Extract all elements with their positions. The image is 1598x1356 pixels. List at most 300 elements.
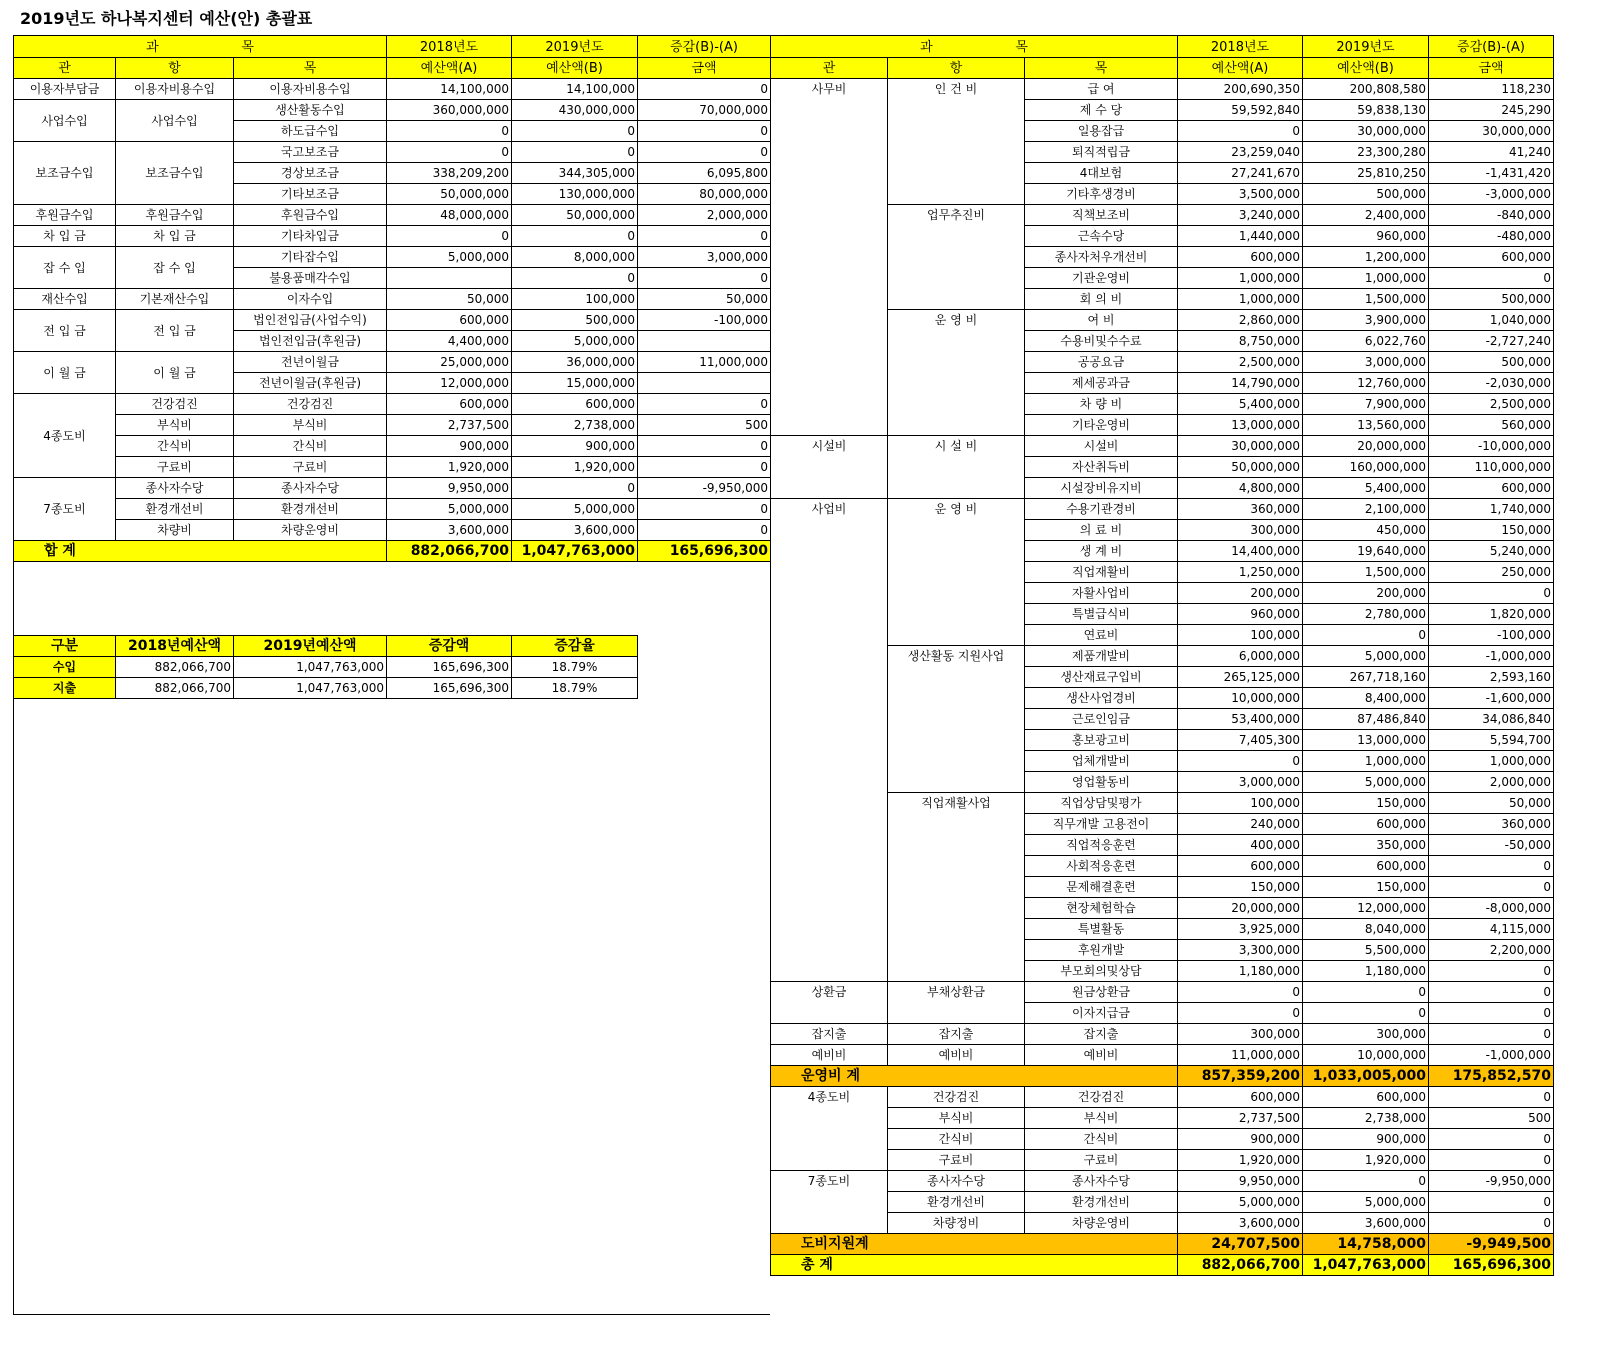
diff-cell: -100,000 <box>1429 625 1554 646</box>
gwan-cell: 후원금수입 <box>14 205 116 226</box>
gwan-cell: 사무비 <box>771 79 888 436</box>
y2019-sub-header: 예산액(B) <box>1303 58 1429 79</box>
y2019-header: 2019년도 <box>512 36 638 58</box>
diff-cell: 2,200,000 <box>1429 940 1554 961</box>
hang-cell: 종사자수당 <box>888 1171 1025 1192</box>
mok-cell: 하도급수입 <box>234 121 387 142</box>
diff-cell: -2,030,000 <box>1429 373 1554 394</box>
budget-2018-cell: 0 <box>1178 751 1303 772</box>
budget-2018-cell: 6,000,000 <box>1178 646 1303 667</box>
table-row <box>771 1024 1554 1045</box>
budget-2019-cell: 1,200,000 <box>1303 247 1429 268</box>
budget-2018-cell: 1,920,000 <box>1178 1150 1303 1171</box>
mok-cell: 근로인임금 <box>1025 709 1178 730</box>
gwan-cell: 이용자부담금 <box>14 79 116 100</box>
budget-2019-cell: 14,100,000 <box>512 79 638 100</box>
mok-cell: 기타보조금 <box>234 184 387 205</box>
diff-cell: 250,000 <box>1429 562 1554 583</box>
budget-2019-cell: 0 <box>512 226 638 247</box>
budget-2019-cell: 5,000,000 <box>512 331 638 352</box>
mok-cell: 종사자수당 <box>1025 1171 1178 1192</box>
gwan-cell: 차 입 금 <box>14 226 116 247</box>
gwan-cell: 사업비 <box>771 499 888 982</box>
budget-2018-cell: 100,000 <box>1178 625 1303 646</box>
budget-2018-cell: 4,400,000 <box>387 331 512 352</box>
budget-2018-cell: 2,737,500 <box>387 415 512 436</box>
table-row <box>14 457 771 478</box>
budget-2018-cell: 59,592,840 <box>1178 100 1303 121</box>
budget-2018-cell: 25,000,000 <box>387 352 512 373</box>
do-total-row-label: 도비지원계 <box>771 1234 1178 1255</box>
diff-cell: 50,000 <box>1429 793 1554 814</box>
table-row <box>771 499 1554 520</box>
gwan-cell: 상환금 <box>771 982 888 1024</box>
mok-cell: 특별활동 <box>1025 919 1178 940</box>
summary-row <box>14 678 638 699</box>
y2019-header: 2019년도 <box>1303 36 1429 58</box>
table-row <box>771 436 1554 457</box>
budget-2019-cell: 2,738,000 <box>512 415 638 436</box>
mok-cell: 기타후생경비 <box>1025 184 1178 205</box>
hang-cell: 기본재산수입 <box>116 289 234 310</box>
hang-cell: 부채상환금 <box>888 982 1025 1024</box>
table-row <box>14 205 771 226</box>
budget-2018-cell: 3,300,000 <box>1178 940 1303 961</box>
budget-2018-cell: 1,920,000 <box>387 457 512 478</box>
mok-cell: 일용잡급 <box>1025 121 1178 142</box>
budget-2019-cell: 7,900,000 <box>1303 394 1429 415</box>
diff-cell: 1,000,000 <box>1429 751 1554 772</box>
budget-2018-cell: 1,180,000 <box>1178 961 1303 982</box>
y2018-header: 2018년도 <box>387 36 512 58</box>
summary-diff-cell: 165,696,300 <box>387 678 512 699</box>
mok-cell: 종사자수당 <box>234 478 387 499</box>
diff-cell: 0 <box>638 499 771 520</box>
diff-cell: 41,240 <box>1429 142 1554 163</box>
opex-total-row <box>771 1066 1554 1087</box>
diff-cell: 0 <box>638 394 771 415</box>
budget-2018-cell: 5,000,000 <box>1178 1192 1303 1213</box>
budget-2018-cell: 14,790,000 <box>1178 373 1303 394</box>
table-row <box>771 1150 1554 1171</box>
mok-cell: 퇴직적립금 <box>1025 142 1178 163</box>
diff-cell: -10,000,000 <box>1429 436 1554 457</box>
income-table <box>13 35 771 562</box>
mok-cell: 근속수당 <box>1025 226 1178 247</box>
mok-cell: 자활사업비 <box>1025 583 1178 604</box>
table-row <box>14 436 771 457</box>
budget-2019-cell: 8,000,000 <box>512 247 638 268</box>
diff-cell: 30,000,000 <box>1429 121 1554 142</box>
diff-cell: 0 <box>1429 1192 1554 1213</box>
budget-2018-cell: 11,000,000 <box>1178 1045 1303 1066</box>
budget-2019-cell: 344,305,000 <box>512 163 638 184</box>
budget-2018-cell: 600,000 <box>387 394 512 415</box>
budget-2018-cell: 400,000 <box>1178 835 1303 856</box>
budget-2019-cell: 600,000 <box>1303 814 1429 835</box>
diff-cell: 50,000 <box>638 289 771 310</box>
budget-2019-cell: 1,500,000 <box>1303 289 1429 310</box>
budget-2019-cell: 150,000 <box>1303 877 1429 898</box>
budget-2019-cell: 100,000 <box>512 289 638 310</box>
mok-cell: 부모회의및상담 <box>1025 961 1178 982</box>
mok-cell: 특별급식비 <box>1025 604 1178 625</box>
summary-label-cell: 수입 <box>14 657 116 678</box>
hang-cell: 환경개선비 <box>888 1192 1025 1213</box>
budget-2018-cell: 360,000 <box>1178 499 1303 520</box>
budget-2019-cell: 300,000 <box>1303 1024 1429 1045</box>
hang-cell: 예비비 <box>888 1045 1025 1066</box>
table-row <box>14 226 771 247</box>
mok-cell: 생산사업경비 <box>1025 688 1178 709</box>
budget-2018-cell: 600,000 <box>1178 247 1303 268</box>
mok-cell: 환경개선비 <box>234 499 387 520</box>
summary-rate-cell: 18.79% <box>512 657 638 678</box>
budget-2019-cell: 2,100,000 <box>1303 499 1429 520</box>
budget-2019-cell: 0 <box>512 121 638 142</box>
mok-cell: 기타차입금 <box>234 226 387 247</box>
mok-cell: 제 수 당 <box>1025 100 1178 121</box>
budget-2019-cell: 87,486,840 <box>1303 709 1429 730</box>
diff-cell: 600,000 <box>1429 478 1554 499</box>
budget-2018-cell: 600,000 <box>387 310 512 331</box>
table-row <box>14 352 771 373</box>
mok-cell: 법인전입금(사업수익) <box>234 310 387 331</box>
mok-cell: 시설비 <box>1025 436 1178 457</box>
budget-2018-cell: 27,241,670 <box>1178 163 1303 184</box>
grand-total-row-diff: 165,696,300 <box>1429 1255 1554 1276</box>
mok-cell: 현장체험학습 <box>1025 898 1178 919</box>
mok-cell: 불용품매각수입 <box>234 268 387 289</box>
grand-total-row <box>771 1255 1554 1276</box>
mok-cell: 차 량 비 <box>1025 394 1178 415</box>
mok-cell: 직책보조비 <box>1025 205 1178 226</box>
budget-2018-cell: 1,000,000 <box>1178 268 1303 289</box>
hang-cell: 전 입 금 <box>116 310 234 352</box>
diff-cell: 2,593,160 <box>1429 667 1554 688</box>
mok-cell: 홍보광고비 <box>1025 730 1178 751</box>
budget-2018-cell: 3,500,000 <box>1178 184 1303 205</box>
budget-2018-cell: 360,000,000 <box>387 100 512 121</box>
budget-2018-cell: 14,100,000 <box>387 79 512 100</box>
hang-cell: 운 영 비 <box>888 499 1025 646</box>
hang-cell: 차량정비 <box>888 1213 1025 1234</box>
budget-2019-cell: 3,600,000 <box>512 520 638 541</box>
budget-2019-cell: 5,400,000 <box>1303 478 1429 499</box>
diff-cell: 0 <box>1429 877 1554 898</box>
diff-cell: 0 <box>1429 1003 1554 1024</box>
table-row <box>771 1045 1554 1066</box>
gwan-cell: 시설비 <box>771 436 888 499</box>
y2019-sub-header: 예산액(B) <box>512 58 638 79</box>
diff-cell: 0 <box>1429 268 1554 289</box>
budget-2018-cell: 0 <box>1178 982 1303 1003</box>
budget-2019-cell: 59,838,130 <box>1303 100 1429 121</box>
mok-cell: 법인전입금(후원금) <box>234 331 387 352</box>
mok-cell: 여 비 <box>1025 310 1178 331</box>
mok-cell: 이자지급금 <box>1025 1003 1178 1024</box>
budget-2018-cell: 2,860,000 <box>1178 310 1303 331</box>
hang-cell: 건강검진 <box>116 394 234 415</box>
mok-cell: 간식비 <box>1025 1129 1178 1150</box>
mok-cell: 생산재료구입비 <box>1025 667 1178 688</box>
hang-cell: 잡 수 입 <box>116 247 234 289</box>
diff-cell: 0 <box>638 268 771 289</box>
budget-2019-cell: 500,000 <box>512 310 638 331</box>
diff-cell: 11,000,000 <box>638 352 771 373</box>
diff-cell: 1,820,000 <box>1429 604 1554 625</box>
table-row <box>14 394 771 415</box>
budget-2018-cell: 12,000,000 <box>387 373 512 394</box>
hang-cell: 사업수입 <box>116 100 234 142</box>
budget-2019-cell: 1,180,000 <box>1303 961 1429 982</box>
diff-cell: 0 <box>1429 1087 1554 1108</box>
gwamok-header: 과 목 <box>771 36 1178 58</box>
table-row <box>14 247 771 268</box>
budget-2018-cell: 50,000,000 <box>1178 457 1303 478</box>
diff-cell: 2,000,000 <box>638 205 771 226</box>
budget-2019-cell: 1,920,000 <box>1303 1150 1429 1171</box>
summary-header: 2019년예산액 <box>234 636 387 657</box>
mok-cell: 전년이월금(후원금) <box>234 373 387 394</box>
budget-2018-cell: 0 <box>387 121 512 142</box>
hang-cell: 간식비 <box>116 436 234 457</box>
diff-cell: 1,740,000 <box>1429 499 1554 520</box>
budget-2019-cell: 5,000,000 <box>512 499 638 520</box>
diff-cell: 0 <box>1429 1129 1554 1150</box>
table-row <box>14 499 771 520</box>
mok-header: 목 <box>1025 58 1178 79</box>
diff-cell: 118,230 <box>1429 79 1554 100</box>
hang-cell: 시 설 비 <box>888 436 1025 499</box>
diff-cell: 2,000,000 <box>1429 772 1554 793</box>
diff-cell: 70,000,000 <box>638 100 771 121</box>
gwan-cell: 7종도비 <box>14 478 116 541</box>
budget-2019-cell: 2,780,000 <box>1303 604 1429 625</box>
budget-2018-cell: 50,000,000 <box>387 184 512 205</box>
gwan-header: 관 <box>14 58 116 79</box>
budget-2018-cell: 4,800,000 <box>1178 478 1303 499</box>
budget-2019-cell: 13,560,000 <box>1303 415 1429 436</box>
table-row <box>14 289 771 310</box>
gwan-header: 관 <box>771 58 888 79</box>
budget-2019-cell: 600,000 <box>1303 856 1429 877</box>
diff-cell: -50,000 <box>1429 835 1554 856</box>
gwan-cell: 이 월 금 <box>14 352 116 394</box>
diff-cell: 0 <box>1429 1150 1554 1171</box>
budget-2019-cell: 5,000,000 <box>1303 772 1429 793</box>
diff-cell: 0 <box>638 226 771 247</box>
do-total-row <box>771 1234 1554 1255</box>
budget-2018-cell: 600,000 <box>1178 856 1303 877</box>
table-row <box>14 142 771 163</box>
do-total-row-2019: 14,758,000 <box>1303 1234 1429 1255</box>
budget-2019-cell: 0 <box>512 142 638 163</box>
diff-cell: 0 <box>1429 583 1554 604</box>
diff-cell: -1,600,000 <box>1429 688 1554 709</box>
budget-2019-cell: 3,600,000 <box>1303 1213 1429 1234</box>
budget-2018-cell: 265,125,000 <box>1178 667 1303 688</box>
budget-2019-cell: 960,000 <box>1303 226 1429 247</box>
budget-2019-cell: 450,000 <box>1303 520 1429 541</box>
budget-2018-cell: 100,000 <box>1178 793 1303 814</box>
table-row <box>771 1129 1554 1150</box>
hang-cell: 생산활동 지원사업 <box>888 646 1025 793</box>
do-total-row-2018: 24,707,500 <box>1178 1234 1303 1255</box>
table-row <box>14 79 771 100</box>
budget-2018-cell: 960,000 <box>1178 604 1303 625</box>
mok-cell: 차량운영비 <box>1025 1213 1178 1234</box>
budget-2018-cell: 150,000 <box>1178 877 1303 898</box>
mok-cell: 국고보조금 <box>234 142 387 163</box>
diff-cell: 0 <box>1429 961 1554 982</box>
mok-header: 목 <box>234 58 387 79</box>
mok-cell: 업체개발비 <box>1025 751 1178 772</box>
budget-2018-cell <box>387 268 512 289</box>
diff-cell: 0 <box>638 457 771 478</box>
diff-cell: 500 <box>638 415 771 436</box>
budget-2019-cell: 1,000,000 <box>1303 268 1429 289</box>
hang-cell: 인 건 비 <box>888 79 1025 205</box>
budget-2018-cell: 3,240,000 <box>1178 205 1303 226</box>
hang-cell: 구료비 <box>888 1150 1025 1171</box>
mok-cell: 건강검진 <box>234 394 387 415</box>
diff-cell: 0 <box>1429 856 1554 877</box>
mok-cell: 자산취득비 <box>1025 457 1178 478</box>
mok-cell: 공공요금 <box>1025 352 1178 373</box>
hang-cell: 잡지출 <box>888 1024 1025 1045</box>
gwan-cell: 재산수입 <box>14 289 116 310</box>
mok-cell: 수용비및수수료 <box>1025 331 1178 352</box>
summary-header: 증감액 <box>387 636 512 657</box>
budget-2018-cell: 20,000,000 <box>1178 898 1303 919</box>
grand-total-row-2018: 882,066,700 <box>1178 1255 1303 1276</box>
diff-cell: 80,000,000 <box>638 184 771 205</box>
budget-2019-cell: 5,000,000 <box>1303 646 1429 667</box>
y2018-sub-header: 예산액(A) <box>387 58 512 79</box>
mok-cell: 기관운영비 <box>1025 268 1178 289</box>
mok-cell: 경상보조금 <box>234 163 387 184</box>
budget-2019-cell: 1,500,000 <box>1303 562 1429 583</box>
diff-cell: 500,000 <box>1429 352 1554 373</box>
y2018-sub-header: 예산액(A) <box>1178 58 1303 79</box>
diff-cell: 0 <box>1429 1213 1554 1234</box>
diff-cell: 500,000 <box>1429 289 1554 310</box>
table-row <box>771 1192 1554 1213</box>
mok-cell: 기타운영비 <box>1025 415 1178 436</box>
table-row <box>14 100 771 121</box>
budget-2019-cell: 130,000,000 <box>512 184 638 205</box>
hang-cell: 운 영 비 <box>888 310 1025 436</box>
budget-2018-cell: 48,000,000 <box>387 205 512 226</box>
mok-cell: 시설장비유지비 <box>1025 478 1178 499</box>
mok-cell: 잡지출 <box>1025 1024 1178 1045</box>
table-row <box>14 478 771 499</box>
budget-2018-cell: 30,000,000 <box>1178 436 1303 457</box>
budget-2019-cell: 600,000 <box>1303 1087 1429 1108</box>
budget-2018-cell: 338,209,200 <box>387 163 512 184</box>
budget-2018-cell: 1,440,000 <box>1178 226 1303 247</box>
gwan-cell: 잡 수 입 <box>14 247 116 289</box>
table-row <box>14 415 771 436</box>
mok-cell: 구료비 <box>1025 1150 1178 1171</box>
diff-sub-header: 금액 <box>638 58 771 79</box>
diff-cell: -3,000,000 <box>1429 184 1554 205</box>
diff-header: 증감(B)-(A) <box>638 36 771 58</box>
budget-2019-cell: 2,400,000 <box>1303 205 1429 226</box>
hang-cell: 차량비 <box>116 520 234 541</box>
summary-table <box>13 635 638 699</box>
mok-cell: 영업활동비 <box>1025 772 1178 793</box>
diff-cell: 245,290 <box>1429 100 1554 121</box>
hang-cell: 종사자수당 <box>116 478 234 499</box>
mok-cell: 부식비 <box>234 415 387 436</box>
diff-cell: -1,431,420 <box>1429 163 1554 184</box>
summary-2018-cell: 882,066,700 <box>116 657 234 678</box>
diff-cell: 560,000 <box>1429 415 1554 436</box>
budget-2019-cell: 25,810,250 <box>1303 163 1429 184</box>
summary-rate-cell: 18.79% <box>512 678 638 699</box>
gwamok-header: 과 목 <box>14 36 387 58</box>
gwan-cell: 4종도비 <box>771 1087 888 1171</box>
y2018-header: 2018년도 <box>1178 36 1303 58</box>
budget-2018-cell: 0 <box>387 142 512 163</box>
mok-cell: 후원금수입 <box>234 205 387 226</box>
budget-2018-cell: 5,000,000 <box>387 499 512 520</box>
budget-2018-cell: 3,600,000 <box>1178 1213 1303 1234</box>
budget-2018-cell: 2,500,000 <box>1178 352 1303 373</box>
diff-cell: 360,000 <box>1429 814 1554 835</box>
budget-2018-cell: 10,000,000 <box>1178 688 1303 709</box>
diff-cell: -1,000,000 <box>1429 646 1554 667</box>
budget-2018-cell: 3,925,000 <box>1178 919 1303 940</box>
gwan-cell: 7종도비 <box>771 1171 888 1234</box>
mok-cell: 4대보험 <box>1025 163 1178 184</box>
budget-2019-cell: 200,000 <box>1303 583 1429 604</box>
sheet-title: 2019년도 하나복지센터 예산(안) 총괄표 <box>20 9 313 28</box>
budget-2019-cell: 0 <box>1303 1003 1429 1024</box>
diff-cell: 3,000,000 <box>638 247 771 268</box>
budget-2019-cell: 19,640,000 <box>1303 541 1429 562</box>
table-row <box>771 982 1554 1003</box>
budget-2018-cell: 50,000 <box>387 289 512 310</box>
budget-2019-cell: 13,000,000 <box>1303 730 1429 751</box>
table-row <box>771 1171 1554 1192</box>
budget-2018-cell: 240,000 <box>1178 814 1303 835</box>
diff-cell: 34,086,840 <box>1429 709 1554 730</box>
budget-2018-cell: 23,259,040 <box>1178 142 1303 163</box>
diff-cell: 5,594,700 <box>1429 730 1554 751</box>
mok-cell: 제세공과금 <box>1025 373 1178 394</box>
diff-cell <box>638 373 771 394</box>
mok-cell: 부식비 <box>1025 1108 1178 1129</box>
budget-2018-cell: 600,000 <box>1178 1087 1303 1108</box>
gwan-cell: 보조금수입 <box>14 142 116 205</box>
hang-cell: 간식비 <box>888 1129 1025 1150</box>
hang-cell: 부식비 <box>116 415 234 436</box>
mok-cell: 직업적응훈련 <box>1025 835 1178 856</box>
diff-cell: -480,000 <box>1429 226 1554 247</box>
mok-cell: 연료비 <box>1025 625 1178 646</box>
table-row <box>771 1087 1554 1108</box>
gwan-cell: 잡지출 <box>771 1024 888 1045</box>
summary-label-cell: 지출 <box>14 678 116 699</box>
budget-2019-cell: 150,000 <box>1303 793 1429 814</box>
diff-header: 증감(B)-(A) <box>1429 36 1554 58</box>
hang-cell: 건강검진 <box>888 1087 1025 1108</box>
summary-2019-cell: 1,047,763,000 <box>234 678 387 699</box>
budget-2018-cell: 2,737,500 <box>1178 1108 1303 1129</box>
